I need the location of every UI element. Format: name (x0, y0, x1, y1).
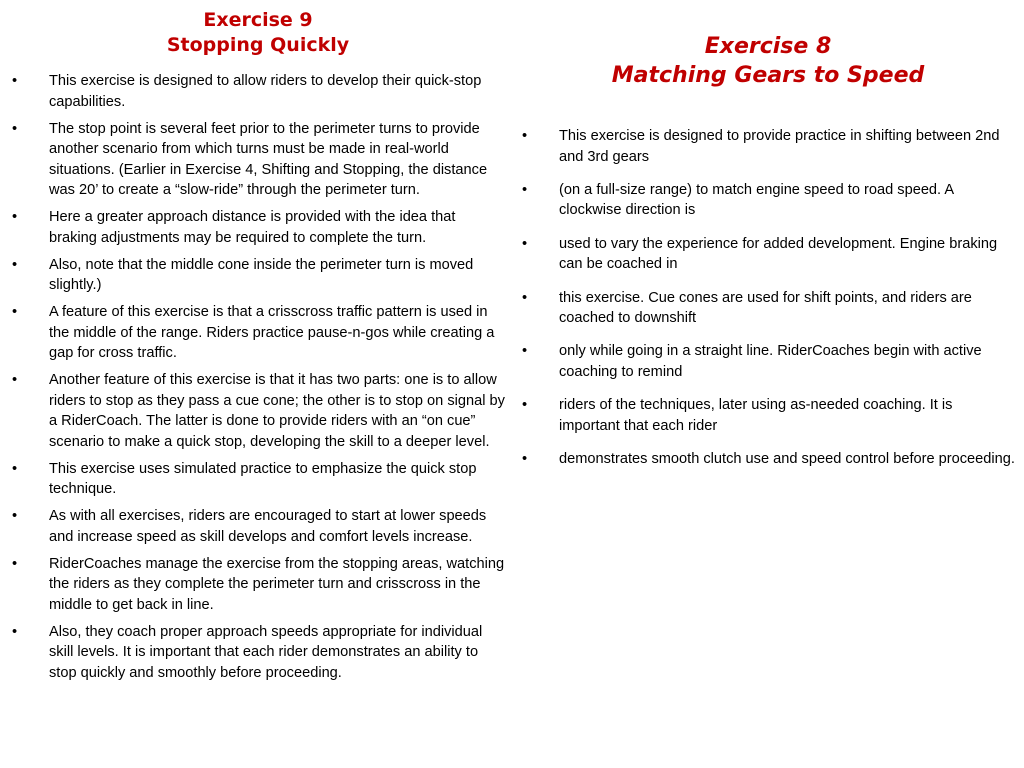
exercise-8-bullet-list (520, 126, 1016, 469)
bullet-icon: • (12, 256, 18, 273)
bullet-icon: • (12, 623, 18, 640)
bullet-text: (on a full-size range) to match engine speed to road speed. A clockwise direction is (559, 181, 954, 219)
bullet-text: Also, note that the middle cone inside the perimeter turn is moved slightly.) (49, 256, 474, 294)
bullet-icon: • (522, 450, 528, 467)
exercise-8-column (520, 0, 1016, 482)
bullet-icon: • (522, 128, 528, 145)
bullet-text: used to vary the experience for added development. Engine braking can be coached in (559, 235, 998, 273)
bullet-icon: • (12, 209, 18, 226)
bullet-icon: • (522, 181, 528, 198)
bullet-text: riders of the techniques, later using as-needed coaching. It is important that each rider (559, 397, 953, 434)
exercise-8-title-number: Exercise 8 (704, 34, 832, 59)
list-item (520, 449, 1016, 470)
list-item (520, 288, 1016, 329)
list-item (10, 459, 506, 500)
list-item (10, 506, 506, 547)
bullet-text: A feature of this exercise is that a crisscross traffic pattern is used in the middle of the range. Riders practice pause-n-gos while creating a gap for cross traffic. (49, 304, 495, 362)
exercise-8-title-name: Matching Gears to Speed (611, 62, 925, 88)
bullet-icon: • (12, 120, 18, 137)
list-item (10, 622, 506, 684)
bullet-text: This exercise is designed to provide practice in shifting between 2nd and 3rd gears (559, 128, 1000, 165)
list-item (10, 255, 506, 296)
bullet-icon: • (12, 304, 18, 321)
bullet-text: Also, they coach proper approach speeds appropriate for individual skill levels. It is important that each rider demonstrates an ability to stop quickly and smoothly before proceeding. (49, 623, 483, 681)
bullet-icon: • (522, 235, 528, 252)
exercise-9-title (10, 8, 506, 57)
bullet-icon: • (522, 289, 528, 306)
exercise-9-title-number: Exercise 9 (203, 9, 313, 31)
bullet-text: As with all exercises, riders are encouraged to start at lower speeds and increase speed as skill develops and comfort levels increase. (49, 508, 487, 545)
exercise-9-title-name: Stopping Quickly (166, 33, 350, 56)
list-item (520, 126, 1016, 167)
exercise-9-bullet-list (10, 71, 506, 683)
bullet-text: This exercise is designed to allow riders to develop their quick-stop capabilities. (49, 73, 482, 110)
list-item (520, 234, 1016, 275)
bullet-text: Another feature of this exercise is that it has two parts: one is to allow riders to stop as they pass a cue cone; the other is to stop on signal by a RiderCoach. The latter is done to provide riders with an “on cue” scenario to make a quick stop, developing the skill to a deeper level. (49, 372, 505, 450)
bullet-icon: • (12, 372, 18, 389)
bullet-icon: • (522, 343, 528, 360)
bullet-icon: • (12, 508, 18, 525)
bullet-icon: • (12, 73, 18, 90)
bullet-text: Here a greater approach distance is provided with the idea that braking adjustments may be required to complete the turn. (49, 209, 456, 246)
exercise-8-title (520, 33, 1016, 90)
bullet-text: This exercise uses simulated practice to emphasize the quick stop technique. (49, 460, 477, 498)
list-item (10, 119, 506, 201)
bullet-icon: • (522, 397, 528, 414)
list-item (10, 554, 506, 616)
bullet-text: RiderCoaches manage the exercise from the stopping areas, watching the riders as they complete the perimeter turn and crisscross in the middle to get back in line. (49, 555, 505, 613)
bullet-text: this exercise. Cue cones are used for shift points, and riders are coached to downshift (559, 289, 972, 327)
bullet-icon: • (12, 555, 18, 572)
list-item (520, 395, 1016, 436)
list-item (10, 370, 506, 452)
list-item (10, 71, 506, 112)
bullet-text: The stop point is several feet prior to the perimeter turns to provide another scenario from which turns must be made in real-world situations. (Earlier in Exercise 4, Shifting and Stopping, the distance was 20’ to create a “slow-ride” through the perimeter turn. (49, 120, 488, 199)
list-item (10, 302, 506, 364)
list-item (520, 180, 1016, 221)
bullet-text: demonstrates smooth clutch use and speed control before proceeding. (559, 450, 1015, 467)
bullet-text: only while going in a straight line. RiderCoaches begin with active coaching to remind (559, 343, 982, 380)
bullet-icon: • (12, 460, 18, 477)
exercise-9-column (10, 0, 506, 690)
list-item (10, 207, 506, 248)
list-item (520, 341, 1016, 382)
